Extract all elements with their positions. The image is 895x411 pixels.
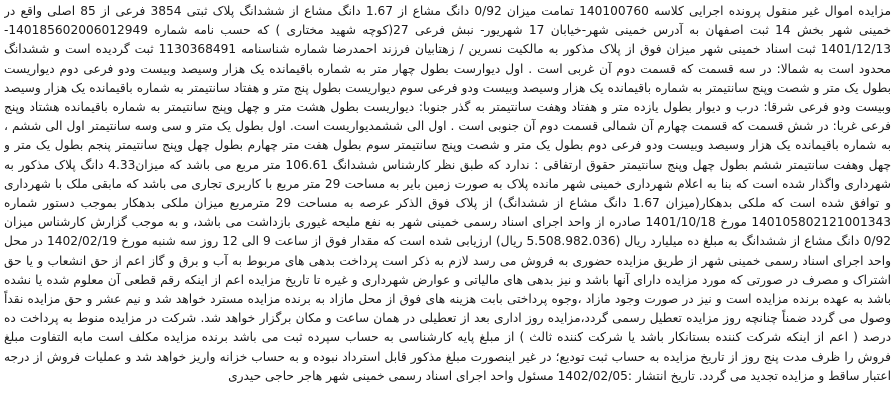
notice-body-text: مزایده اموال غیر منقول پرونده اجرایی کلاسه 140100760 تمامت میزان 0/92 دانگ مشاع از 1.67 دانگ مشاع از ششدانگ پلاک ثبتی 3854 فرعی از 85 اصلی واقع در خمینی شهر بخش 14 ثبت اصفهان به آدرس خمینی شهر-خیابان 17 شهریور- نبش فرعی 27(کوچه شهید مختاری ) که حسب نامه شماره 140185602006012949-1401/12/13 ثبت اسناد خمینی شهر میزان فوق از پلاک مذکور به مالکیت نسرین / زهتابیان فرزند احمدرضا شماره شناسنامه 1130368491 ثبت گردیده است و ششدانگ محدود است به شمالا: در سه قسمت که قسمت دوم آن غربی است . اول دیوارست بطول چهار متر به شماره باقیمانده یک هزار وسیصد وبیست ودو فرعی دوم دیواریست بطول یک متر و شصت وپنج سانتیمتر به شماره باقیمانده یک هزار وسیصد وبیست ودو فرعی سوم دیواریست بطول پنج متر و هفتاد سانتیمتر به شماره باقیمانده یک هزار وسیصد وبیست ودو فرعی شرقا: درب و دیوار بطول یازده متر و هفتاد وهفت سانتیمتر به گذر جنوبا: دیواریست بطول هشت متر و چهل وپنج سانتیمتر به شماره باقیمانده هشتاد وپنج فرعی غربا: در شش قسمت که قسمت چهارم آن شمالی قسمت دوم آن جنوبی است . اول الی ششمدیواریست است. اول بطول یک متر و سی وسه سانتیمتر اول الی ششم ، به شماره باقیمانده یک هزار وسیصد وبیست ودو فرعی دوم بطول یک متر و شصت وپنج سانتیمتر سوم بطول هفت متر چهارم بطول چهل وپنج سانتیمتر پنجم بطول یک متر و چهل وهفت سانتیمتر ششم بطول چهل وپنج سانتیمتر حقوق ارتفاقی : ندارد که طبق نظر کارشناس ششدانگ 106.61 متر مربع می باشد که میزان4.33 دانگ پلاک مذکور به شهرداری واگذار شده است که بنا به اعلام شهرداری خمینی شهر مانده پلاک به صورت زمین بایر به مساحت 29 متر مربع با کاربری تجاری می باشد که مابقی ملک با شهرداری و توافق شده است که ملکی بدهکار(میزان 1.67 دانگ مشاع از ششدانگ) از پلاک فوق الذکر عرصه به مساحت 29 مترمربع میزان ملکی بدهکار بموجب دستور شماره 140105802121001343 مورخ 1401/10/18 صادره از واحد اجرای اسناد رسمی خمینی شهر به نفع ملیحه غیوری بازداشت می باشد، و به موجب گزارش کارشناس میزان 0/92 دانگ مشاع از ششدانگ به مبلغ ده میلیارد ریال (5.508.982.036 ریال) ارزیابی شده است که مقدار فوق از ساعت 9 الی 12 روز سه شنبه مورخ 1402/02/19 در محل واحد اجرای اسناد رسمی خمینی شهر از طریق مزایده حضوری به فروش می رسد لازم به ذکر است پرداخت بدهی های مربوط به آب و برق و گاز اعم از حق انشعاب و یا حق اشتراک و مصرف در صورتی که مورد مزایده دارای آنها باشد و نیز بدهی های مالیاتی و عوارض شهرداری و غیره تا تاریخ مزایده اعم از اینکه رقم قطعی آن معلوم شده یا نشده باشد به عهده برنده مزایده است و نیز در صورت وجود مازاد ،وجوه پرداختی بابت هزینه های فوق از محل مازاد به برنده مزایده مسترد خواهد شد و نیم عشر و حق مزایده نقداً وصول می گردد ضمناً چنانچه روز مزایده تعطیل رسمی گردد،مزایده روز اداری بعد از تعطیلی در همان ساعت و مکان برگزار خواهد شد. شرکت در مزایده منوط به پرداخت ده درصد ( اعم از اینکه شرکت کننده بستانکار باشد یا شرکت کننده ثالث ) از مبلغ پایه کارشناسی به حساب سپرده ثبت می باشد برنده مزایده مکلف است مابه التفاوت مبلغ فروش را ظرف مدت پنج روز از تاریخ مزایده به حساب ثبت تودیع؛ در غیر اینصورت مبلغ مذکور قابل استرداد نبوده و به حساب خزانه واریز خواهد شد و عملیات فروش از درجه اعتبار ساقط و مزایده تجدید می گردد. تاریخ انتشار :1402/02/05 مسئول واحد اجرای اسناد رسمی خمینی شهر هاجر حاجی حیدری: [4, 4, 891, 383]
auction-notice: [4, 2, 891, 409]
